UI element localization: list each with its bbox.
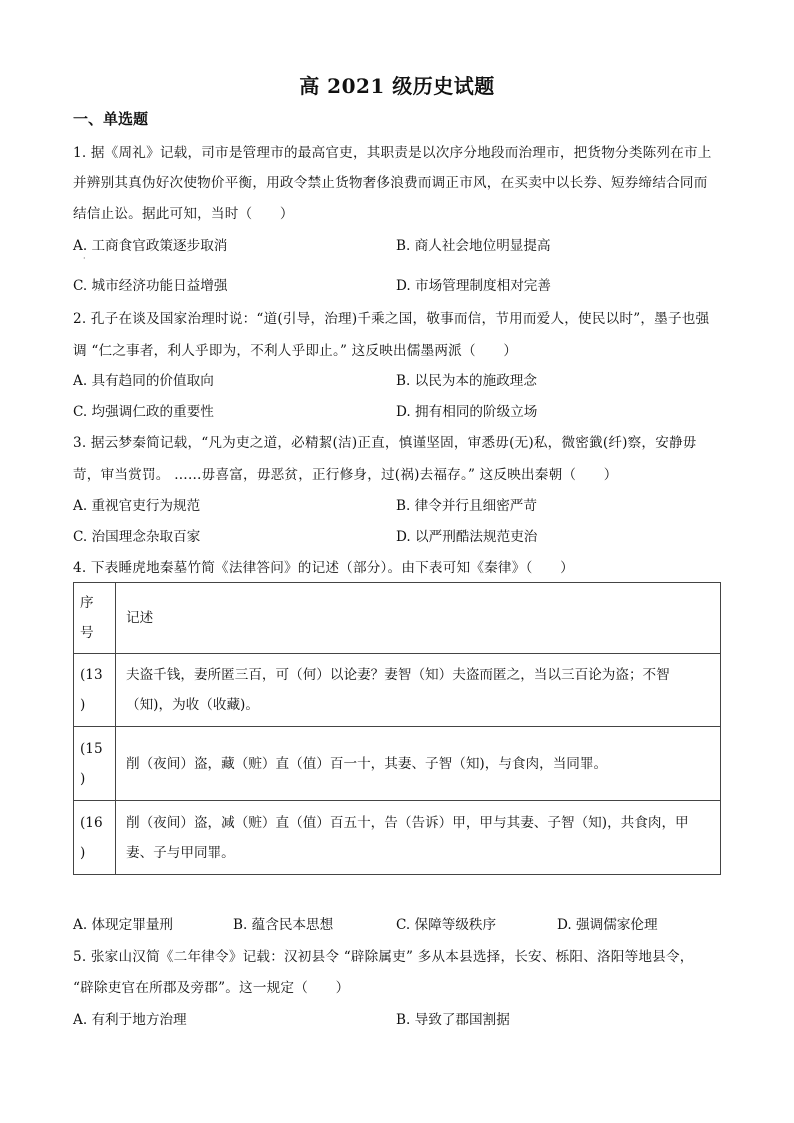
header-index-cell <box>74 583 116 654</box>
header-index-line-1: 序 <box>80 595 94 611</box>
q1-option-b: B. 商人社会地位明显提高 <box>396 238 551 254</box>
q2-option-d: D. 拥有相同的阶级立场 <box>396 404 538 420</box>
row-desc-line-2: 妻、子与甲同罪。 <box>126 844 235 861</box>
q1-stem-line-2: 并辨别其真伪好次使物价平衡，用政令禁止货物奢侈浪费而调正市风，在买卖中以长券、短券缔结合同而 <box>73 175 708 191</box>
q2-stem-line-1: 2. 孔子在谈及国家治理时说：“道(引导，治理)千乘之国，敬事而信，节用而爱人，使民以时”，墨子也强 <box>73 311 710 327</box>
q4-option-c: C. 保障等级秩序 <box>396 917 497 933</box>
row-desc-cell <box>116 654 721 727</box>
q1-option-d: D. 市场管理制度相对完善 <box>396 278 551 294</box>
exam-title: 高 2021 级历史试题 <box>299 74 495 98</box>
q4-option-a: A. 体现定罪量刑 <box>73 917 174 933</box>
row-desc-line-1: 削（夜间）盗，藏（赃）直（值）百一十，其妻、子智（知)，与食肉，当同罪。 <box>126 755 608 772</box>
row-index-part-2: ) <box>80 770 86 787</box>
section-heading: 一、单选题 <box>73 110 149 128</box>
q1-option-c: C. 城市经济功能日益增强 <box>73 278 228 294</box>
q5-option-b: B. 导致了郡国割据 <box>396 1012 510 1028</box>
row-desc-line-2: （知)，为收（收藏)。 <box>126 697 259 713</box>
row-desc-line-1: 削（夜间）盗，减（赃）直（值）百五十，告（告诉）甲，甲与其妻、子智（知)，共食肉，甲 <box>126 814 689 831</box>
q3-stem-line-2: 苛，审当赏罚。 ……毋喜富，毋恶贫，正行修身，过(祸)去福存。” 这反映出秦朝（ ） <box>73 467 618 483</box>
row-desc-cell <box>116 801 721 875</box>
row-desc-line-1: 夫盗千钱，妻所匿三百，可（何）以论妻？妻智（知）夫盗而匿之，当以三百论为盗；不智 <box>126 667 670 683</box>
q3-option-d: D. 以严刑酷法规范吏治 <box>396 529 538 545</box>
table-header-row <box>74 583 721 654</box>
row-index-part-1: (13 <box>80 667 103 683</box>
law-table <box>73 582 721 875</box>
stray-dot: · <box>83 254 86 263</box>
q2-stem-line-2: 调 “仁之事者，利人乎即为，不利人乎即止。” 这反映出儒墨两派（ ） <box>73 343 518 359</box>
q5-stem-line-2: “辟除吏官在所郡及旁郡”。这一规定（ ） <box>73 980 350 996</box>
q3-stem-line-1: 3. 据云梦秦简记载，“凡为吏之道，必精絜(洁)正直，慎谨坚固，审悉毋(无)私，微密韱(纤)察，安静毋 <box>73 435 697 451</box>
q3-option-b: B. 律令并行且细密严苛 <box>396 498 537 514</box>
q2-option-c: C. 均强调仁政的重要性 <box>73 404 214 420</box>
q4-option-b: B. 蕴含民本思想 <box>233 917 334 933</box>
q2-option-b: B. 以民为本的施政理念 <box>396 373 537 389</box>
header-index-line-2: 号 <box>80 625 94 641</box>
q3-option-c: C. 治国理念杂取百家 <box>73 529 201 545</box>
row-index-cell <box>74 801 116 875</box>
row-index-part-2: ) <box>80 697 86 713</box>
q3-option-a: A. 重视官吏行为规范 <box>73 498 201 514</box>
row-index-part-2: ) <box>80 844 86 861</box>
q1-option-a: A. 工商食官政策逐步取消 <box>73 238 228 254</box>
row-index-part-1: (16 <box>80 814 103 831</box>
q4-option-d: D. 强调儒家伦理 <box>557 917 658 933</box>
table-row <box>74 801 721 875</box>
table-row <box>74 654 721 727</box>
row-index-part-1: (15 <box>80 740 103 757</box>
q5-option-a: A. 有利于地方治理 <box>73 1012 187 1028</box>
q2-option-a: A. 具有趋同的价值取向 <box>73 373 214 389</box>
header-desc-cell: 记述 <box>116 583 721 654</box>
q4-stem: 4. 下表睡虎地秦墓竹简《法律答问》的记述（部分）。由下表可知《秦律》（ ） <box>73 560 574 576</box>
row-index-cell <box>74 727 116 801</box>
q1-stem-line-3: 结信止讼。据此可知，当时（ ） <box>73 206 294 222</box>
row-index-cell <box>74 654 116 727</box>
row-desc-cell <box>116 727 721 801</box>
table-row <box>74 727 721 801</box>
q1-stem-line-1: 1. 据《周礼》记载，司市是管理市的最高官吏，其职责是以次序分地段而治理市，把货物分类陈列在市上 <box>73 145 712 161</box>
q5-stem-line-1: 5. 张家山汉简《二年律令》记载：汉初县令 “辟除属吏” 多从本县选择，长安、栎阳、洛阳等地县令， <box>73 949 694 965</box>
